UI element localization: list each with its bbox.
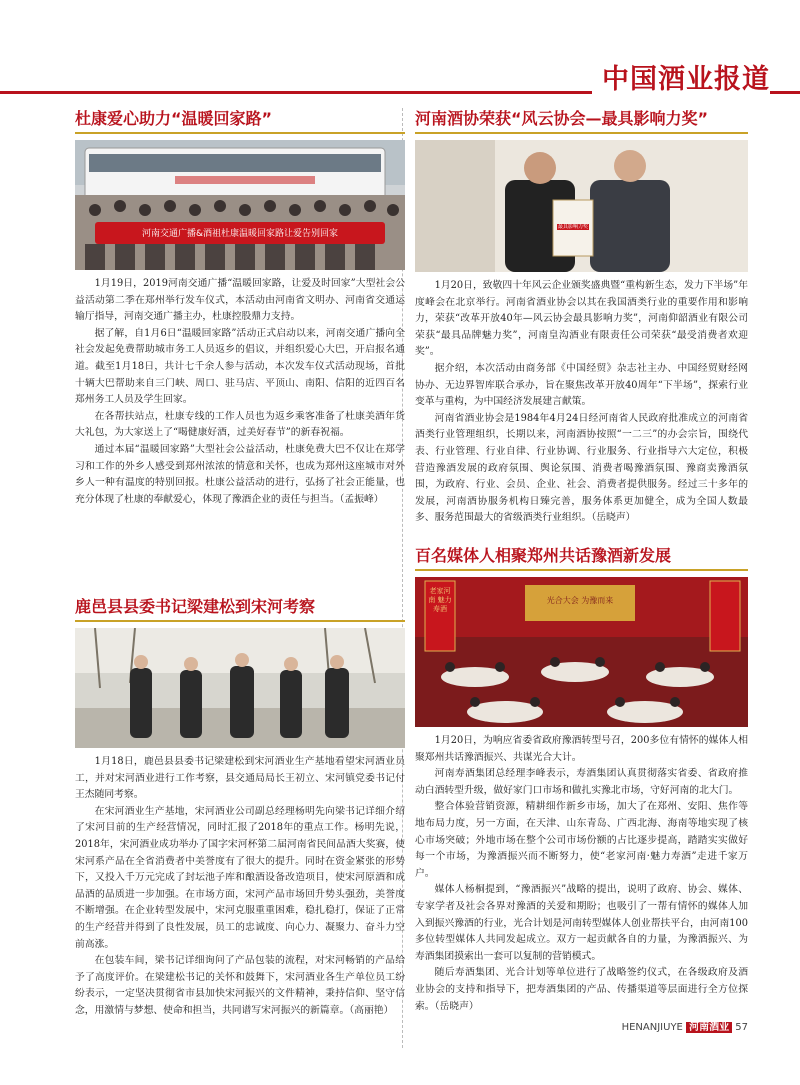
title-rule xyxy=(415,569,748,571)
paragraph: 河南寿酒集团总经理李峰表示，寿酒集团认真贯彻落实省委、省政府推动白酒转型升级，做好家门口市场和做扎实豫北市场，守好河南的北大门。 xyxy=(415,768,748,796)
photo-conference xyxy=(415,577,748,727)
photo-bus-group xyxy=(75,140,405,270)
title-rule xyxy=(75,620,405,622)
certificate-text: 最具影响力奖 xyxy=(557,224,588,230)
section-title: 中国酒业报道 xyxy=(592,57,770,96)
article-body xyxy=(75,276,405,508)
article-body xyxy=(415,278,748,527)
stage-banner-text: 光合大会 为豫而来 xyxy=(546,596,614,605)
paragraph: 1月19日，2019河南交通广播“温暖回家路，让爱及时回家”大型社会公益活动第二季在郑州举行发车仪式，本活动由河南省文明办、河南省交通运输厅指导，河南交通广播主办，杜康控股鼎力支持。 xyxy=(75,278,405,323)
article-title: 百名媒体人相聚郑州共话豫酒新发展 xyxy=(415,546,672,565)
page-number: 57 xyxy=(735,1022,748,1033)
photo-bus-group-image xyxy=(75,140,405,270)
paragraph: 河南省酒业协会是1984年4月24日经河南省人民政府批准成立的河南省酒类行业管理组织，长期以来，河南酒协按照“一二三”的办会宗旨，围绕代表、行业管理、行业自律、行业协调、行业服务、行业指导六大定位，积极营造豫酒发展的政府氛围、舆论氛围、消费者喝豫酒氛围、豫商卖豫酒氛围，为政府、行业、会员、企业、社会、消费者提供服务。经过三十多年的发展，河南酒协服务机构日臻完善，服务体系更加健全，成为全国人数最多、服务范围最大的省级酒类行业组织。（岳晓声） xyxy=(415,412,748,524)
article-body xyxy=(75,754,405,1020)
article-media-forum xyxy=(415,545,748,1015)
article-body xyxy=(415,733,748,1015)
paragraph: 1月20日，致敬四十年风云企业颁奖盛典暨“重构新生态，发力下半场”年度峰会在北京举行。河南省酒业协会以其在我国酒类行业的重要作用和影响力，荣获“改革开放40年—风云协会最具影响力奖”，河南仰韶酒业有限公司荣获“最具品牌魅力奖”，河南皇沟酒业有限责任公司荣获“最受消费者欢迎奖”。 xyxy=(415,280,748,358)
paragraph: 在宋河酒业生产基地，宋河酒业公司副总经理杨明先向梁书记详细介绍了宋河目前的生产经营情况，同时汇报了2018年的重点工作。杨明先说，2018年，宋河酒业成功举办了国字宋河杯第二届河南省民间品酒大奖赛，使宋河系产品在全省消费者中美誉度有了很大的提升。同时在资金紧张的形势下，又投入千万元完成了封坛池子库和酿酒设备改造项目，使宋河原酒和成品酒的品质进一步加强。在市场方面，宋河产品市场回升势头强劲，美誉度不断增强。在企业转型发展中，宋河克服重重困难，稳扎稳打，保证了正常的生产经营并得到了良性发展，员工的忠诚度、向心力、凝聚力、奋斗力空前高涨。 xyxy=(75,805,405,950)
article-title: 鹿邑县县委书记梁建松到宋河考察 xyxy=(75,597,316,616)
photo-banner-text: 河南交通广播&酒祖杜康温暖回家路让爱告别回家 xyxy=(141,229,339,239)
paragraph: 随后寿酒集团、光合计划等单位进行了战略签约仪式，在各级政府及酒业协会的支持和指导下，把寿酒集团的产品、传播渠道等层面进行全方位探索。（岳晓声） xyxy=(415,967,748,1012)
paragraph: 据了解，自1月6日“温暖回家路”活动正式启动以来，河南交通广播向全社会发起免费帮助城市务工人员返乡的倡议，并组织爱心大巴，开启报名通道。截至1月18日，共计七千余人参与活动，本次发车仪式活动现场，首批十辆大巴帮助来自三门峡、周口、驻马店、平顶山、南阳、信阳的近四百名郑州务工人员及学生回家。 xyxy=(75,327,405,406)
page-header xyxy=(0,57,800,95)
side-banner-text: 老家河南 魅力寿酒 xyxy=(428,587,452,613)
photo-inspection-image xyxy=(75,628,405,748)
paragraph: 1月20日，为响应省委省政府豫酒转型号召，200多位有情怀的媒体人相聚郑州共话豫酒振兴、共谋光合大计。 xyxy=(415,735,748,763)
paragraph: 在各帮扶站点，杜康专线的工作人员也为返乡乘客准备了杜康美酒年货大礼包，为大家送上了“喝健康好酒，过美好春节”的新春祝福。 xyxy=(75,410,405,439)
article-association-award xyxy=(415,108,748,527)
photo-award xyxy=(415,140,748,272)
paragraph: 据介绍，本次活动由商务部《中国经贸》杂志社主办、中国经贸财经网协办、无边界智库联合承办，旨在聚焦改革开放40周年“下半场”，探索行业变革与重构，为中国经济发展建言献策。 xyxy=(415,362,748,408)
paragraph: 1月18日，鹿邑县县委书记梁建松到宋河酒业生产基地看望宋河酒业员工，并对宋河酒业进行工作考察，县交通局局长王初立、宋河镇党委书记付王杰随同考察。 xyxy=(75,756,405,801)
footer-magazine: 河南酒业 xyxy=(686,1022,732,1033)
paragraph: 通过本届“温暖回家路”大型社会公益活动，杜康免费大巴不仅让在郑学习和工作的外乡人感受到郑州浓浓的情意和关怀，也成为郑州这座城市对外乡人一种有温度的特别回报。杜康公益活动的进行，弘扬了社会正能量，也充分体现了杜康的奉献爱心，体现了豫酒企业的责任与担当。（孟振峰） xyxy=(75,443,405,505)
article-title: 杜康爱心助力“温暖回家路” xyxy=(75,109,273,128)
title-rule xyxy=(75,132,405,134)
paragraph: 媒体人杨桐提到，“豫酒振兴”战略的提出，说明了政府、协会、媒体、专家学者及社会各界对豫酒的关爱和期盼；也吸引了一帮有情怀的媒体人加入到振兴豫酒的行业，光合计划是河南转型媒体人创业帮扶平台，由河南100多位转型媒体人共同发起成立。双方一起贡献各自的力量，为豫酒振兴、为寿酒集团摸索出一套可以复制的营销模式。 xyxy=(415,884,748,962)
article-songhe xyxy=(75,596,405,1020)
title-rule xyxy=(415,132,748,134)
paragraph: 整合体验营销资源，精耕细作新乡市场，加大了在郑州、安阳、焦作等地布局力度，另一方面，在天津、山东青岛、广西北海、海南等地实现了核心市场突破；外地市场在整个公司市场份额的占比逐步提高，踏踏实实做好每一个市场，为豫酒振兴而不断努力，使“老家河南·魅力寿酒”走进千家万户。 xyxy=(415,801,748,879)
photo-inspection xyxy=(75,628,405,748)
article-dukang xyxy=(75,108,405,508)
footer-brand: HENANJIUYE xyxy=(621,1022,683,1033)
page-footer xyxy=(622,1018,748,1033)
paragraph: 在包装车间，梁书记详细询问了产品包装的流程，对宋河畅销的产品给予了高度评价。在梁建松书记的关怀和鼓舞下，宋河酒业各生产单位员工纷纷表示，一定坚决贯彻省市县加快宋河振兴的文件精神，秉持信仰、坚守信念，用激情与梦想、使命和担当，共同谱写宋河振兴的新篇章。（高丽艳） xyxy=(75,955,405,1016)
photo-award-image xyxy=(415,140,748,272)
article-title: 河南酒协荣获“风云协会—最具影响力奖” xyxy=(415,109,709,128)
